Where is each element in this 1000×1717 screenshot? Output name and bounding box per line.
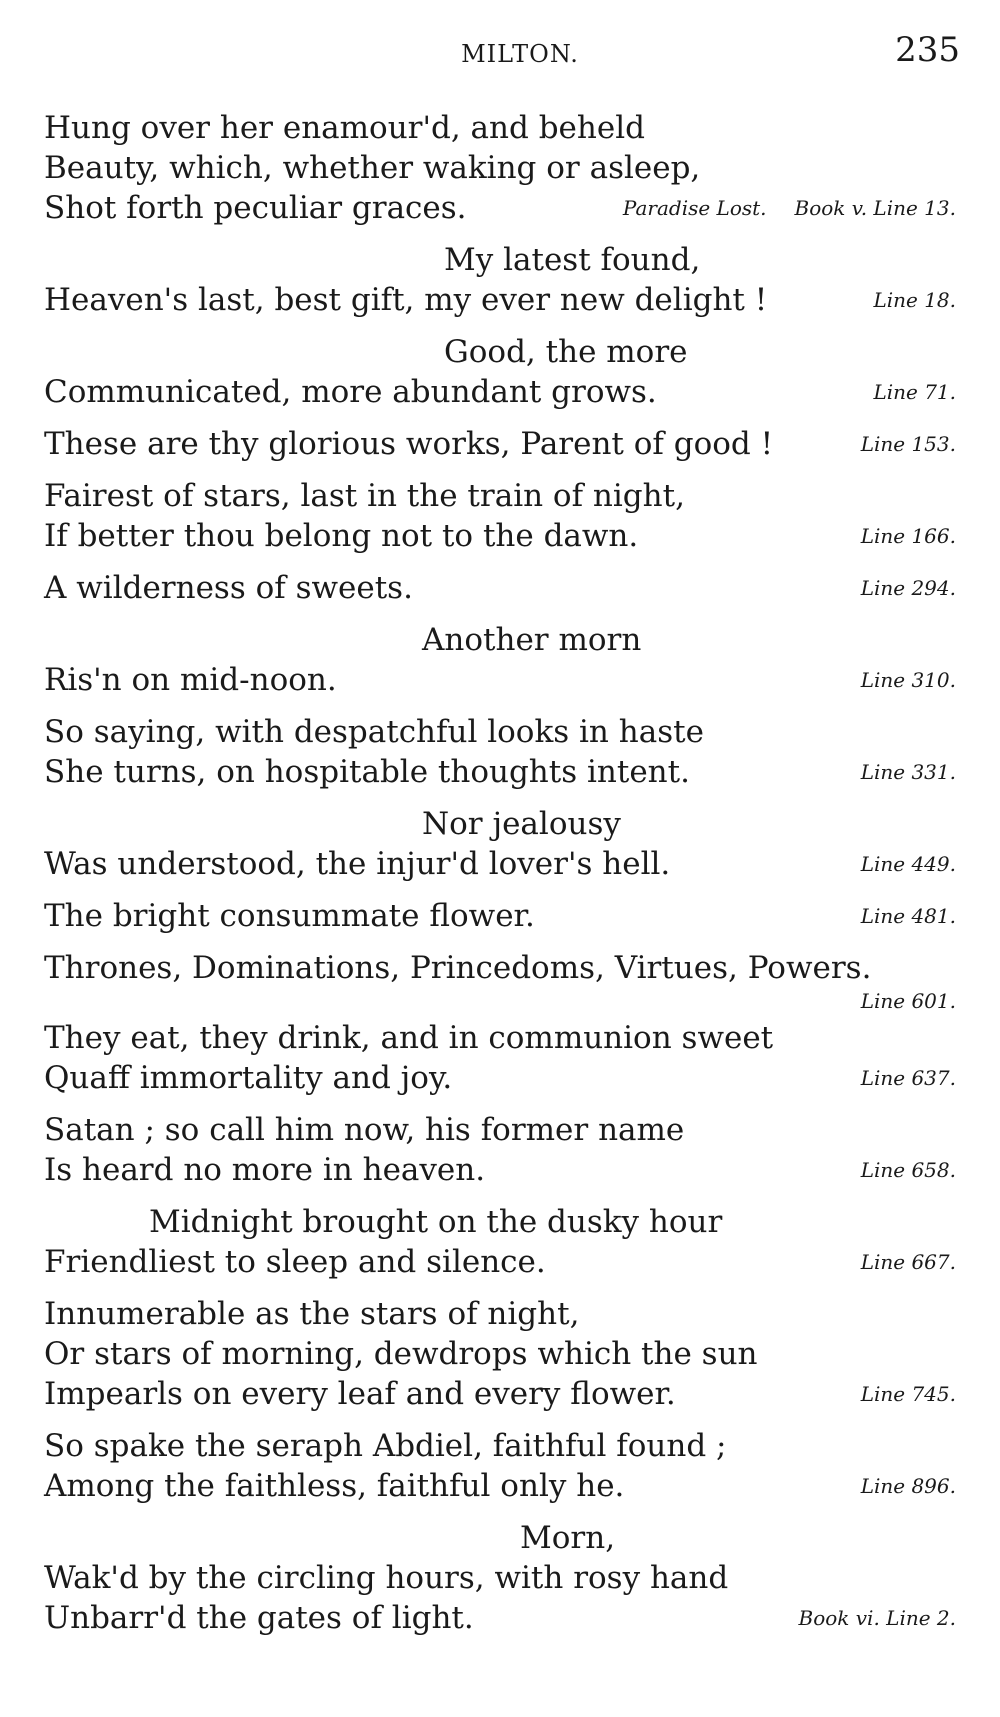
line-reference: Line 745. — [860, 1382, 956, 1406]
source-title: Paradise Lost. — [622, 196, 767, 220]
verse-line: Satan ; so call him now, his former name — [44, 1112, 685, 1148]
verse-line: Communicated, more abundant grows. — [44, 374, 657, 410]
line-reference: Line 71. — [873, 380, 956, 404]
line-reference: Line 667. — [860, 1250, 956, 1274]
verse-line: Was understood, the injur'd lover's hell. — [44, 846, 671, 882]
quotation — [44, 1294, 956, 1414]
line-reference: Line 153. — [860, 432, 956, 456]
page-number: 235 — [895, 30, 960, 70]
line-reference: Book vi. Line 2. — [798, 1606, 956, 1630]
verse-line: Ris'n on mid-noon. — [44, 662, 337, 698]
verse-line: My latest found, — [444, 242, 701, 278]
line-reference: Line 601. — [860, 989, 956, 1013]
quotation — [44, 1426, 956, 1506]
quotation — [44, 1018, 956, 1098]
verse-line: Hung over her enamour'd, and beheld — [44, 110, 645, 146]
quotation — [44, 424, 956, 464]
verse-line: Good, the more — [444, 334, 688, 370]
book-line: Book v. Line 13. — [794, 196, 956, 220]
verse-line: They eat, they drink, and in communion sweet — [44, 1020, 774, 1056]
verse-line: If better thou belong not to the dawn. — [44, 518, 639, 554]
verse-line: These are thy glorious works, Parent of good ! — [44, 426, 774, 462]
line-reference: Line 310. — [860, 668, 956, 692]
line-reference: Line 481. — [860, 904, 956, 928]
verse-line: The bright consummate flower. — [44, 898, 535, 934]
line-reference: Line 294. — [860, 576, 956, 600]
quotation — [44, 108, 956, 228]
quotation — [44, 476, 956, 556]
verse-line: Midnight brought on the dusky hour — [149, 1204, 723, 1240]
line-reference — [623, 188, 956, 228]
verse-line: She turns, on hospitable thoughts intent. — [44, 754, 690, 790]
verse-line: Beauty, which, whether waking or asleep, — [44, 150, 701, 186]
verse-line: So spake the seraph Abdiel, faithful found ; — [44, 1428, 727, 1464]
quotation — [44, 332, 956, 412]
verse-line: Thrones, Dominations, Princedoms, Virtues, Powers. — [44, 950, 872, 986]
verse-line: So saying, with despatchful looks in haste — [44, 714, 704, 750]
verse-line: Unbarr'd the gates of light. — [44, 1600, 474, 1636]
verse-line: Is heard no more in heaven. — [44, 1152, 486, 1188]
verse-line: A wilderness of sweets. — [44, 570, 413, 606]
verse-line: Fairest of stars, last in the train of night, — [44, 478, 685, 514]
running-head: MILTON. — [461, 40, 579, 68]
verse-line: Wak'd by the circling hours, with rosy hand — [44, 1560, 729, 1596]
quotation — [44, 1518, 956, 1638]
quotation — [44, 620, 956, 700]
verse-line: Friendliest to sleep and silence. — [44, 1244, 546, 1280]
quotation — [44, 1110, 956, 1190]
quotation — [44, 712, 956, 792]
verse-line: Heaven's last, best gift, my ever new delight ! — [44, 282, 768, 318]
verse-line: Innumerable as the stars of night, — [44, 1296, 580, 1332]
quotation — [44, 1202, 956, 1282]
verse-line: Or stars of morning, dewdrops which the sun — [44, 1336, 758, 1372]
quotation — [44, 568, 956, 608]
line-reference: Line 658. — [860, 1158, 956, 1182]
quotation — [44, 896, 956, 936]
line-reference: Line 637. — [860, 1066, 956, 1090]
verse-line: Nor jealousy — [422, 806, 621, 842]
verse-line: Another morn — [422, 622, 642, 658]
verse-line: Morn, — [520, 1520, 616, 1556]
quotation — [44, 240, 956, 320]
verse-line: Among the faithless, faithful only he. — [44, 1468, 625, 1504]
line-reference: Line 18. — [873, 288, 956, 312]
verse-line: Impearls on every leaf and every flower. — [44, 1376, 676, 1412]
verse-line: Shot forth peculiar graces. — [44, 190, 467, 226]
line-reference: Line 896. — [860, 1474, 956, 1498]
quotation — [44, 948, 956, 1014]
verse-line: Quaff immortality and joy. — [44, 1060, 453, 1096]
quotations — [44, 108, 956, 1650]
line-reference: Line 166. — [860, 524, 956, 548]
line-reference: Line 331. — [860, 760, 956, 784]
quotation — [44, 804, 956, 884]
line-reference: Line 449. — [860, 852, 956, 876]
